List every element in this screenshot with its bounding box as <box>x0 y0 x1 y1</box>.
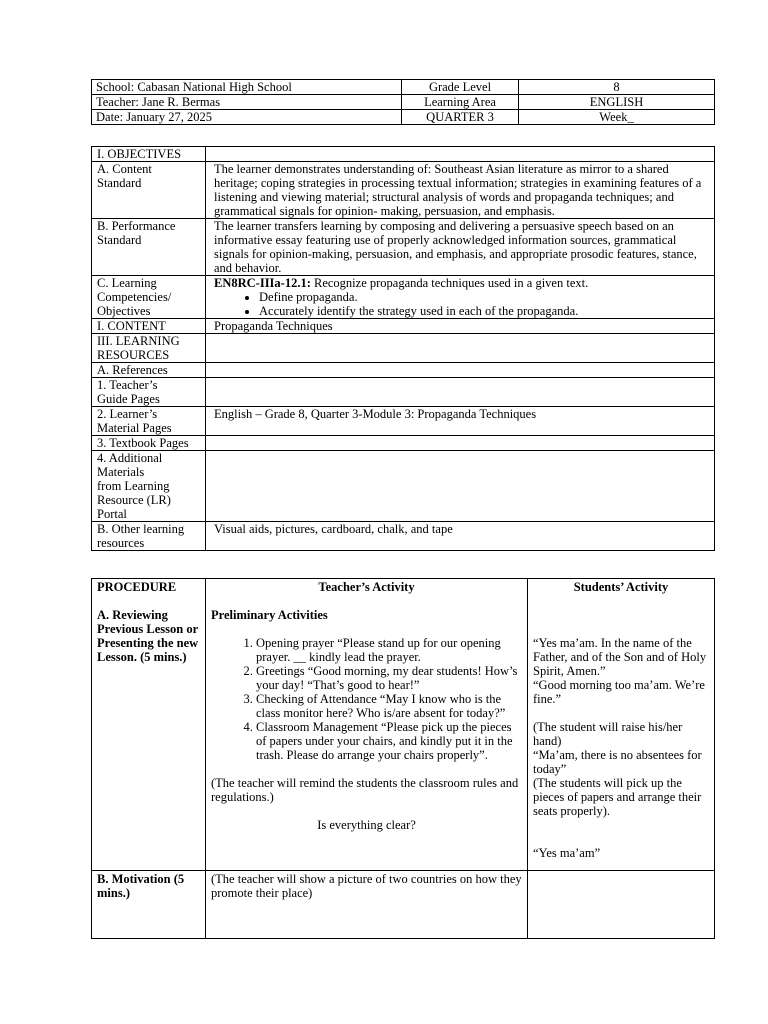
grade-level-label: Grade Level <box>402 80 519 95</box>
content-standard-text: The learner demonstrates understanding of: Southeast Asian literature as mirror to a shared heritage; coping strategies in processing textual information; strategies in examining features of a listening and viewing material; structural analysis of words and propaganda techniques; and grammatical signals for opinion- making, persuasion, and emphasis. <box>206 162 715 219</box>
performance-standard-label: B. Performance Standard <box>92 219 206 276</box>
teacher-question: Is everything clear? <box>317 818 416 832</box>
list-item: • Define propaganda. <box>259 290 710 304</box>
teachers-guide-label: 1. Teacher’s Guide Pages <box>92 378 206 407</box>
additional-materials-label: 4. Additional Materials from Learning Resource (LR) Portal <box>92 451 206 522</box>
objectives-list <box>214 290 710 318</box>
procedure-table <box>91 578 715 939</box>
competencies-text <box>206 276 715 319</box>
other-resources-label: B. Other learning resources <box>92 522 206 551</box>
procedure-row-review <box>92 579 715 871</box>
list-item: 3. Checking of Attendance “May I know who is the class monitor here? Who is/are absent for today?” <box>256 692 522 720</box>
learning-area-value: ENGLISH <box>519 95 715 110</box>
student-response: (The student will raise his/her hand) <box>533 720 683 748</box>
procedure-row-motivation <box>92 871 715 939</box>
header-row-date <box>92 110 715 125</box>
other-resources-row <box>92 522 715 551</box>
content-label: I. CONTENT <box>92 319 206 334</box>
header-row-school <box>92 80 715 95</box>
review-label: A. Reviewing Previous Lesson or Presenting the new Lesson. (5 mins.) <box>97 608 199 664</box>
additional-materials-row <box>92 451 715 522</box>
performance-standard-text: The learner transfers learning by composing and delivering a persuasive speech based on an informative essay featuring use of properly acknowledged information sources, grammatical signals for opinion-making, persuasion, and emphasis, and appropriate prosodic features, stance, and behavior. <box>206 219 715 276</box>
student-response: “Ma’am, there is no absentees for today” <box>533 748 702 776</box>
motivation-text: (The teacher will show a picture of two countries on how they promote their place) <box>206 871 528 939</box>
procedure-column <box>92 579 206 871</box>
preliminary-steps <box>211 636 522 762</box>
competencies-label: C. Learning Competencies/ Objectives <box>92 276 206 319</box>
students-activity-column <box>528 579 715 871</box>
textbook-label: 3. Textbook Pages <box>92 436 206 451</box>
content-row <box>92 319 715 334</box>
competencies-row <box>92 276 715 319</box>
learning-resources-row <box>92 334 715 363</box>
other-resources-value: Visual aids, pictures, cardboard, chalk, and tape <box>206 522 715 551</box>
references-row <box>92 363 715 378</box>
list-item: 1. Opening prayer “Please stand up for our opening prayer. __ kindly lead the prayer. <box>256 636 522 664</box>
performance-standard-row <box>92 219 715 276</box>
student-response: “Yes ma’am” <box>533 846 601 860</box>
references-label: A. References <box>92 363 206 378</box>
teacher-name: Teacher: Jane R. Bermas <box>92 95 402 110</box>
header-row-teacher <box>92 95 715 110</box>
objectives-row <box>92 147 715 162</box>
teacher-activity-column <box>206 579 528 871</box>
list-item: 2. Greetings “Good morning, my dear students! How’s your day! “That’s good to hear!” <box>256 664 522 692</box>
procedure-heading: PROCEDURE <box>97 580 177 594</box>
motivation-label: B. Motivation (5 mins.) <box>92 871 206 939</box>
learning-area-label: Learning Area <box>402 95 519 110</box>
student-response: “Good morning too ma’am. We’re fine.” <box>533 678 705 706</box>
learners-material-row <box>92 407 715 436</box>
preliminary-heading: Preliminary Activities <box>211 608 328 622</box>
learning-resources-label: III. LEARNING RESOURCES <box>92 334 206 363</box>
teachers-guide-row <box>92 378 715 407</box>
grade-level-value: 8 <box>519 80 715 95</box>
students-activity-heading: Students’ Activity <box>573 580 669 594</box>
competency-code: EN8RC-IIIa-12.1: <box>214 276 311 290</box>
competency-text: Recognize propaganda techniques used in a given text. <box>310 276 589 290</box>
content-standard-label: A. Content Standard <box>92 162 206 219</box>
student-response: (The students will pick up the pieces of papers and arrange their seats properly). <box>533 776 702 818</box>
header-table <box>91 79 715 125</box>
list-item: • Accurately identify the strategy used in each of the propaganda. <box>259 304 710 318</box>
lesson-date: Date: January 27, 2025 <box>92 110 402 125</box>
student-response: “Yes ma’am. In the name of the Father, and of the Son and of Holy Spirit, Amen.” <box>533 636 707 678</box>
learners-material-value: English – Grade 8, Quarter 3-Module 3: Propaganda Techniques <box>206 407 715 436</box>
content-standard-row <box>92 162 715 219</box>
week: Week_ <box>519 110 715 125</box>
quarter: QUARTER 3 <box>402 110 519 125</box>
teacher-note: (The teacher will remind the students the classroom rules and regulations.) <box>211 776 519 804</box>
school-name: School: Cabasan National High School <box>92 80 402 95</box>
content-value: Propaganda Techniques <box>206 319 715 334</box>
learners-material-label: 2. Learner’s Material Pages <box>92 407 206 436</box>
list-item: 4. Classroom Management “Please pick up the pieces of papers under your chairs, and kindly put it in the trash. Please do arrange your chairs properly”. <box>256 720 522 762</box>
teacher-activity-heading: Teacher’s Activity <box>318 580 415 594</box>
lesson-plan-table <box>91 146 715 551</box>
objectives-heading: I. OBJECTIVES <box>92 147 206 162</box>
textbook-row <box>92 436 715 451</box>
